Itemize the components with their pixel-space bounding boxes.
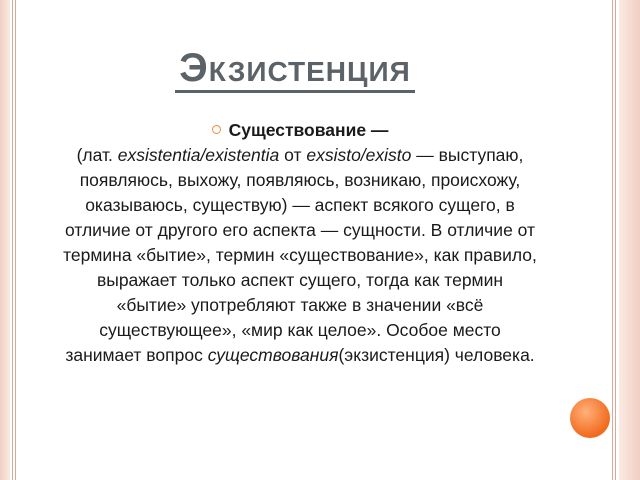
slide-content — [60, 118, 540, 368]
right-frame-line — [615, 0, 616, 480]
definition-part-2: — выступаю, появляюсь, выхожу, появляюсь, возникаю, происхожу, оказываюсь, существую) — аспект всякого сущего, в отличие от другого его аспекта — сущности. В отличие от термина «бытие», термин «существование», как правило, выражает только аспект сущего, тогда как термин «бытие» употребляют также в значении «всё существующее», «мир как целое». Особое место занимает вопрос — [63, 145, 537, 365]
slide-title-text: Экзистенция — [175, 46, 414, 93]
right-frame-line-inner — [612, 0, 613, 480]
slide-title — [0, 46, 590, 91]
bullet-circle-icon — [212, 125, 221, 134]
latin-term-2: exsisto/existo — [306, 145, 412, 165]
latin-term-1: exsistentia/existentia — [117, 145, 280, 165]
bullet-term: Существование — — [228, 120, 389, 140]
definition-text — [60, 143, 540, 368]
definition-emphasis: существования — [207, 345, 339, 365]
definition-part-1: (лат. — [76, 145, 118, 165]
definition-part-3: (экзистенция) человека. — [338, 345, 535, 365]
bullet-heading — [60, 118, 540, 143]
right-decorative-border — [619, 0, 640, 480]
orange-circle-decoration — [570, 398, 610, 438]
definition-from: от — [279, 145, 307, 165]
